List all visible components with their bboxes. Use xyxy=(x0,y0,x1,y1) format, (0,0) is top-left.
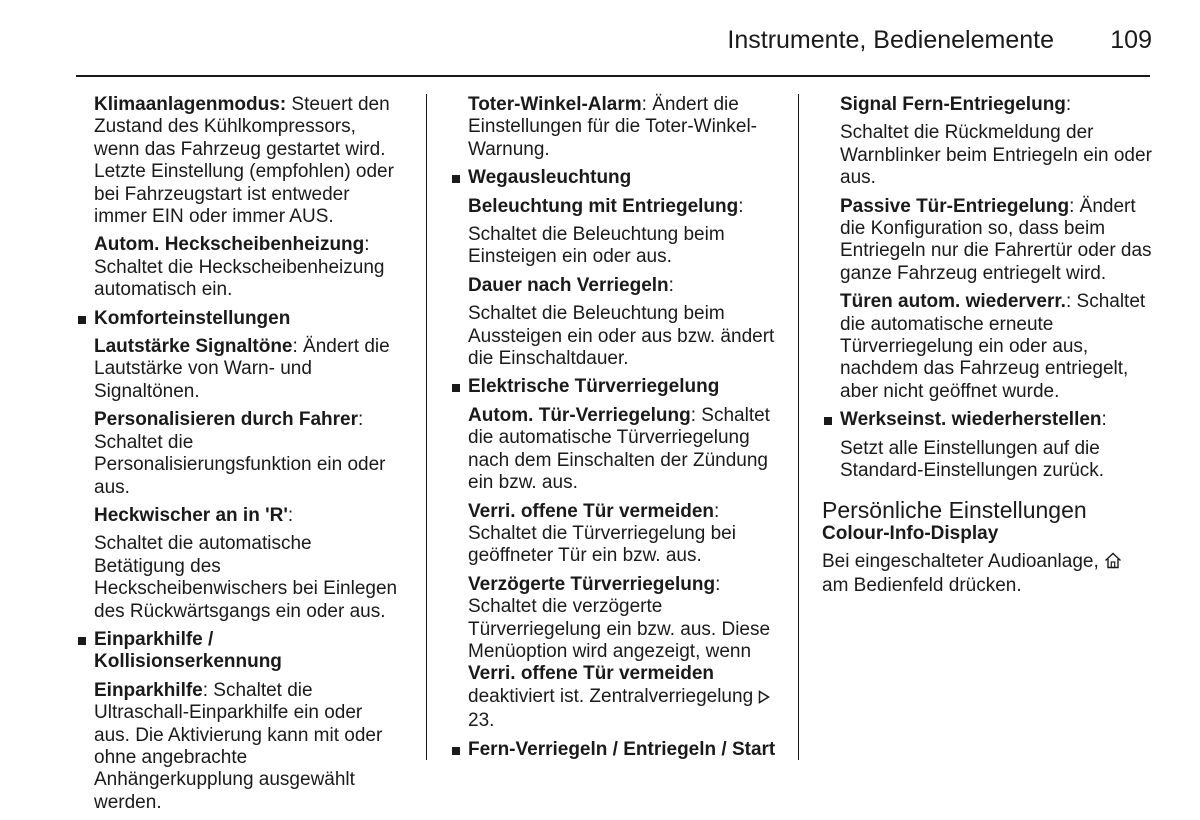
home-icon xyxy=(1104,552,1122,575)
paragraph-unlock-lighting-label: Beleuchtung mit Entriegelung: xyxy=(468,195,744,217)
paragraph-personalization: Personalisieren durch Fahrer: Schaltet die Personalisierungsfunktion ein oder aus. xyxy=(94,409,386,498)
running-header-title: Instrumente, Bedienelemente xyxy=(727,26,1054,54)
paragraph-passive-unlock: Passive Tür-Entriegelung: Ändert die Konfiguration so, dass beim Entriegeln nur die Fahrertür oder das ganze Fahrzeug entriegelt wird. xyxy=(840,195,1152,284)
paragraph-signal-volume: Lautstärke Signaltöne: Ändert die Lautstärke von Warn- und Signaltönen. xyxy=(94,336,390,402)
column-divider xyxy=(426,94,427,760)
bullet-heading-remote-lock: Fern-Verriegeln / Entriegeln / Start xyxy=(450,739,780,761)
paragraph-duration-text: Schaltet die Beleuchtung beim Aussteigen ein oder aus bzw. ändert die Einschaltdauer. xyxy=(468,303,775,370)
page-reference-arrow-icon xyxy=(758,688,770,710)
page-number: 109 xyxy=(1110,26,1152,54)
section-subheading-colour-info-display: Colour-Info-Display xyxy=(822,522,999,544)
paragraph-remote-unlock-signal-text: Schaltet die Rückmeldung der Warnblinker beim Entriegeln ein oder aus. xyxy=(840,122,1152,189)
paragraph-remote-unlock-signal-label: Signal Fern-Entriegelung: xyxy=(840,94,1072,115)
column-3 xyxy=(822,94,1152,598)
paragraph-duration-label: Dauer nach Verriegeln: xyxy=(468,274,674,296)
bullet-heading-park-assist: Einparkhilfe / Kollisionserkennung xyxy=(76,629,402,674)
paragraph-delayed-lock: Verzögerte Türverriegelung: Schaltet die verzögerte Türverriegelung ein bzw. aus. Diese Menüoption wird angezeigt, wenn Verri. offene Tür vermeiden deaktiviert ist. Zentralverriegelung 23. xyxy=(468,573,771,732)
paragraph-climate-mode: Klimaanlagenmodus: Steuert den Zustand des Kühlkompressors, wenn das Fahrzeug gestartet wird. Letzte Einstellung (empfohlen) oder bei Fahrzeugstart ist entweder immer EIN oder immer AUS. xyxy=(94,94,394,228)
paragraph-auto-relock: Türen autom. wiederverr.: Schaltet die automatische erneute Türverriegelung ein oder aus, nachdem das Fahrzeug entriegelt, aber nicht geöffnet wurde. xyxy=(840,291,1146,402)
bullet-heading-factory-reset: Werkseinst. wiederherstellen: xyxy=(822,409,1152,431)
paragraph-factory-reset-text: Setzt alle Einstellungen auf die Standard-Einstellungen zurück. xyxy=(840,437,1105,482)
header-rule xyxy=(76,75,1150,77)
paragraph-personal-settings: Bei eingeschalteter Audioanlage, am Bedienfeld drücken. xyxy=(822,551,1152,598)
paragraph-auto-lock: Autom. Tür-Verriegelung: Schaltet die automatische Türverriegelung nach dem Einschalten der Zündung ein bzw. aus. xyxy=(468,404,770,494)
column-1 xyxy=(76,94,402,820)
bullet-heading-door-locking: Elektrische Türverriegelung xyxy=(450,376,780,398)
bullet-heading-comfort: Komforteinstellungen xyxy=(76,308,402,330)
paragraph-rear-wiper-text: Schaltet die automatische Betätigung des Heckscheibenwischers bei Einlegen des Rückwärtsgangs ein oder aus. xyxy=(94,533,398,622)
paragraph-unlock-lighting-text: Schaltet die Beleuchtung beim Einsteigen ein oder aus. xyxy=(468,224,725,268)
column-2 xyxy=(450,94,780,767)
paragraph-open-door-lock: Verri. offene Tür vermeiden: Schaltet die Türverriegelung bei geöffneter Tür ein bzw. aus. xyxy=(468,500,736,567)
paragraph-rear-wiper-label: Heckwischer an in 'R': xyxy=(94,504,294,526)
page-header xyxy=(0,0,1200,78)
paragraph-rear-window-heating: Autom. Heckscheibenheizung: Schaltet die Heckscheibenheizung automatisch ein. xyxy=(94,234,385,301)
column-divider xyxy=(798,94,799,760)
paragraph-blind-spot: Toter-Winkel-Alarm: Ändert die Einstellungen für die Toter-Winkel-Warnung. xyxy=(468,94,758,160)
paragraph-park-assist: Einparkhilfe: Schaltet die Ultraschall-Einparkhilfe ein oder aus. Die Aktivierung kann mit oder ohne angebrachte Anhängerkupplung ausgewählt werden. xyxy=(94,679,383,813)
bullet-heading-path-lighting: Wegausleuchtung xyxy=(450,167,780,189)
section-heading-personal-settings: Persönliche Einstellungen xyxy=(822,496,1087,523)
